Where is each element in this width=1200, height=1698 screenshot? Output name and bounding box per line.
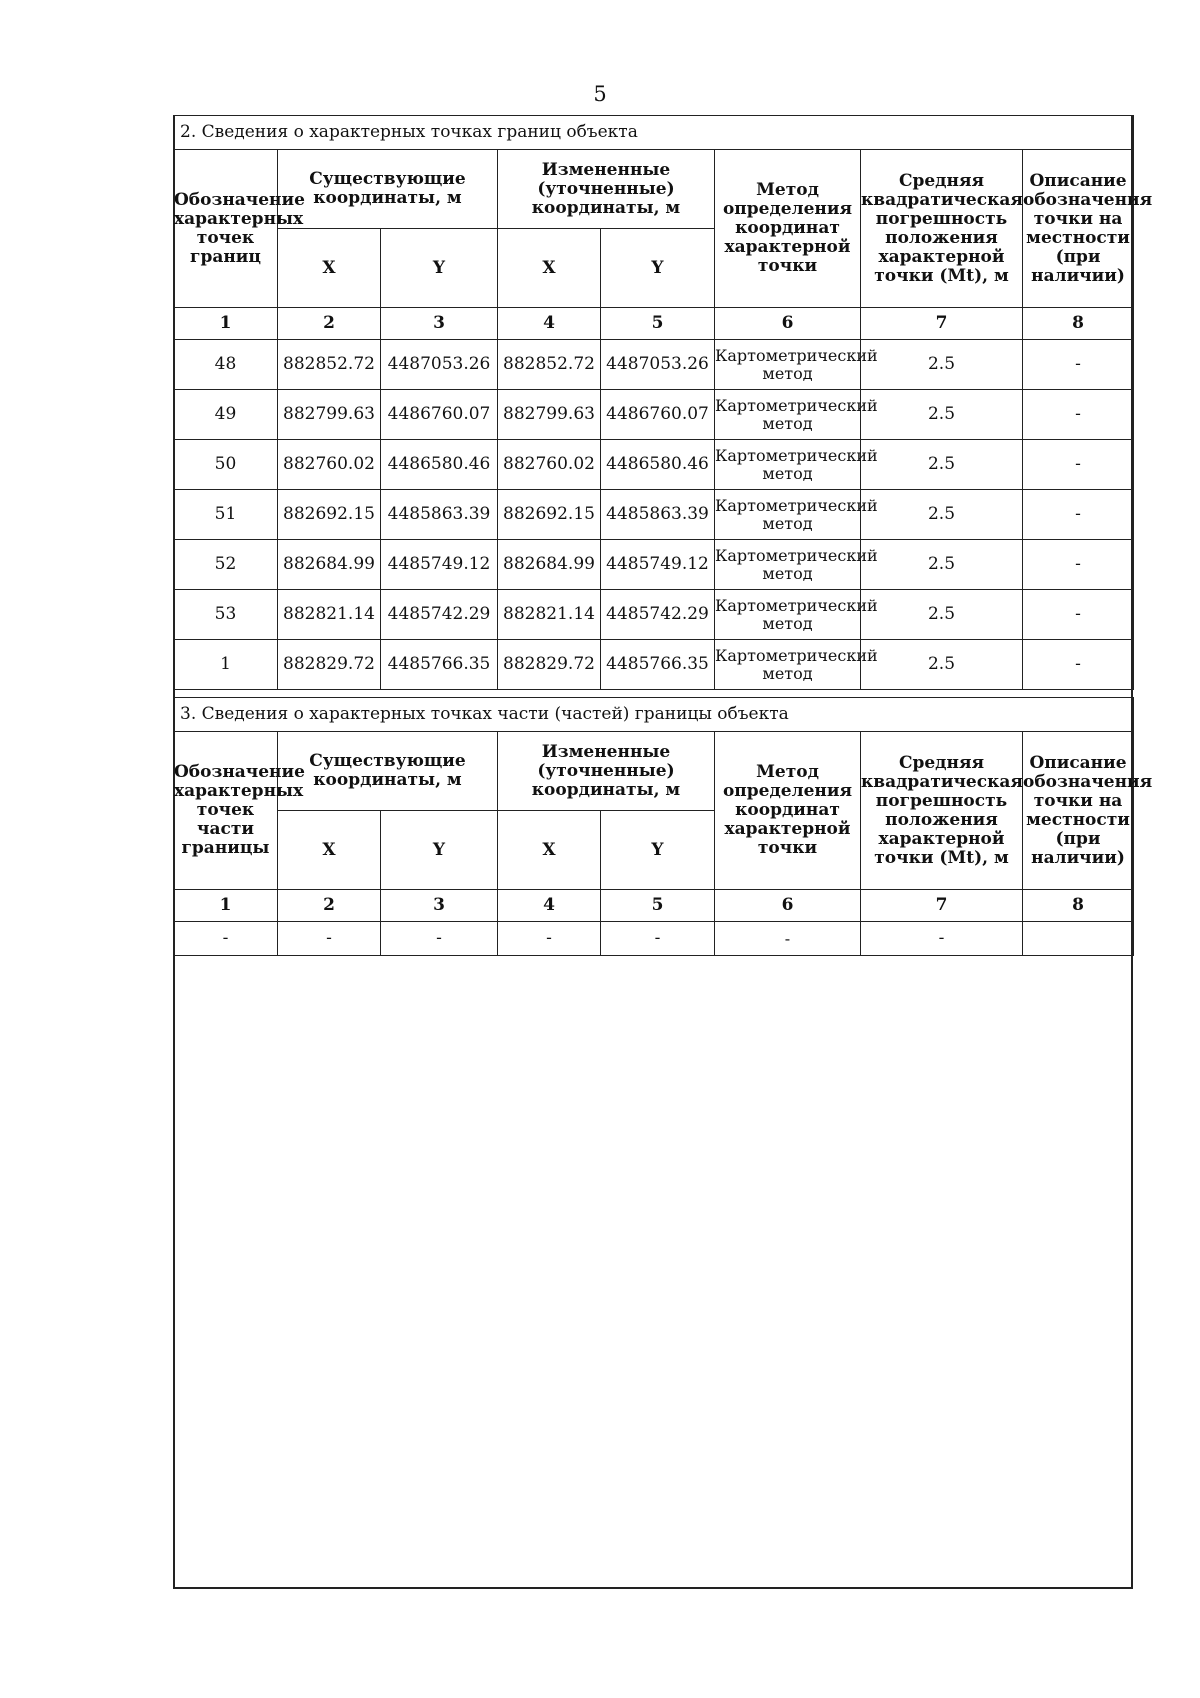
header-x-existing: X [278, 811, 381, 890]
cell-y-changed: 4485863.39 [601, 490, 715, 540]
section2-title: 2. Сведения о характерных точках границ объекта [174, 116, 1134, 150]
header-method: Метод определения координат характерной точки [715, 732, 861, 890]
cell-method: - [715, 922, 861, 956]
cell-y-changed: 4486760.07 [601, 390, 715, 440]
cell-method: Картометрический метод [715, 340, 861, 390]
cell-point: 52 [174, 540, 278, 590]
cell-error: - [861, 922, 1023, 956]
table-row [174, 922, 1134, 956]
column-number: 7 [861, 308, 1023, 340]
header-changed: Измененные (уточненные) координаты, м [498, 732, 715, 811]
cell-point: 48 [174, 340, 278, 390]
cell-y-existing: 4486760.07 [381, 390, 498, 440]
cell-x-existing: 882692.15 [278, 490, 381, 540]
cell-y-existing: - [381, 922, 498, 956]
table-row [174, 340, 1134, 390]
cell-description: - [1023, 390, 1134, 440]
cell-y-changed: 4485749.12 [601, 540, 715, 590]
header-existing: Существующие координаты, м [278, 732, 498, 811]
cell-x-changed: 882821.14 [498, 590, 601, 640]
cell-y-existing: 4485742.29 [381, 590, 498, 640]
cell-error: 2.5 [861, 590, 1023, 640]
column-number: 3 [381, 890, 498, 922]
cell-method: Картометрический метод [715, 540, 861, 590]
column-number: 5 [601, 308, 715, 340]
cell-x-existing: 882684.99 [278, 540, 381, 590]
page-number: 5 [593, 82, 607, 106]
column-number: 3 [381, 308, 498, 340]
header-description: Описание обозначения точки на местности (при наличии) [1023, 732, 1134, 890]
cell-y-changed: 4485766.35 [601, 640, 715, 690]
cell-method: Картометрический метод [715, 490, 861, 540]
section3-title: 3. Сведения о характерных точках части (частей) границы объекта [174, 698, 1134, 732]
header-x-changed: X [498, 229, 601, 308]
cell-point: 49 [174, 390, 278, 440]
column-number: 4 [498, 308, 601, 340]
header-point: Обозначение характерных точек границ [174, 150, 278, 308]
column-number: 7 [861, 890, 1023, 922]
cell-y-changed: 4486580.46 [601, 440, 715, 490]
cell-y-existing: 4485766.35 [381, 640, 498, 690]
column-number: 2 [278, 308, 381, 340]
cell-method: Картометрический метод [715, 590, 861, 640]
cell-error: 2.5 [861, 490, 1023, 540]
column-number: 1 [174, 890, 278, 922]
cell-description: - [1023, 440, 1134, 490]
cell-error: 2.5 [861, 390, 1023, 440]
cell-description: - [1023, 340, 1134, 390]
cell-description [1023, 922, 1134, 956]
cell-y-changed: 4487053.26 [601, 340, 715, 390]
cell-x-changed: 882829.72 [498, 640, 601, 690]
cell-x-changed: 882684.99 [498, 540, 601, 590]
header-y-existing: Y [381, 229, 498, 308]
column-number: 6 [715, 308, 861, 340]
cell-x-changed: 882852.72 [498, 340, 601, 390]
cell-method: Картометрический метод [715, 440, 861, 490]
header-existing: Существующие координаты, м [278, 150, 498, 229]
table-row [174, 640, 1134, 690]
column-number: 4 [498, 890, 601, 922]
header-y-existing: Y [381, 811, 498, 890]
cell-method: Картометрический метод [715, 640, 861, 690]
cell-x-changed: 882692.15 [498, 490, 601, 540]
cell-error: 2.5 [861, 440, 1023, 490]
cell-y-existing: 4486580.46 [381, 440, 498, 490]
cell-y-existing: 4485749.12 [381, 540, 498, 590]
header-y-changed: Y [601, 811, 715, 890]
cell-description: - [1023, 540, 1134, 590]
header-description: Описание обозначения точки на местности (при наличии) [1023, 150, 1134, 308]
table-row [174, 390, 1134, 440]
cell-point: 53 [174, 590, 278, 640]
cell-y-existing: 4485863.39 [381, 490, 498, 540]
cell-x-changed: 882760.02 [498, 440, 601, 490]
table-row [174, 440, 1134, 490]
cell-x-existing: 882799.63 [278, 390, 381, 440]
cell-point: 1 [174, 640, 278, 690]
cell-description: - [1023, 640, 1134, 690]
cell-x-existing: 882760.02 [278, 440, 381, 490]
column-number: 5 [601, 890, 715, 922]
cell-x-changed: 882799.63 [498, 390, 601, 440]
section3-table [173, 697, 1153, 956]
cell-point: 51 [174, 490, 278, 540]
header-changed: Измененные (уточненные) координаты, м [498, 150, 715, 229]
cell-error: 2.5 [861, 540, 1023, 590]
cell-point: - [174, 922, 278, 956]
cell-error: 2.5 [861, 640, 1023, 690]
header-x-existing: X [278, 229, 381, 308]
header-error: Средняя квадратическая погрешность положения характерной точки (Mt), м [861, 732, 1023, 890]
column-number: 8 [1023, 890, 1134, 922]
table-row [174, 540, 1134, 590]
column-number: 1 [174, 308, 278, 340]
cell-description: - [1023, 490, 1134, 540]
cell-point: 50 [174, 440, 278, 490]
header-method: Метод определения координат характерной точки [715, 150, 861, 308]
header-y-changed: Y [601, 229, 715, 308]
cell-description: - [1023, 590, 1134, 640]
table-row [174, 490, 1134, 540]
section2-table [173, 115, 1153, 690]
column-number: 2 [278, 890, 381, 922]
header-error: Средняя квадратическая погрешность положения характерной точки (Mt), м [861, 150, 1023, 308]
header-x-changed: X [498, 811, 601, 890]
header-point: Обозначение характерных точек части границы [174, 732, 278, 890]
cell-x-existing: 882829.72 [278, 640, 381, 690]
cell-method: Картометрический метод [715, 390, 861, 440]
cell-y-changed: 4485742.29 [601, 590, 715, 640]
cell-x-existing: 882852.72 [278, 340, 381, 390]
cell-error: 2.5 [861, 340, 1023, 390]
cell-x-existing: - [278, 922, 381, 956]
column-number: 8 [1023, 308, 1134, 340]
cell-y-changed: - [601, 922, 715, 956]
cell-x-existing: 882821.14 [278, 590, 381, 640]
column-number: 6 [715, 890, 861, 922]
table-row [174, 590, 1134, 640]
cell-y-existing: 4487053.26 [381, 340, 498, 390]
cell-x-changed: - [498, 922, 601, 956]
